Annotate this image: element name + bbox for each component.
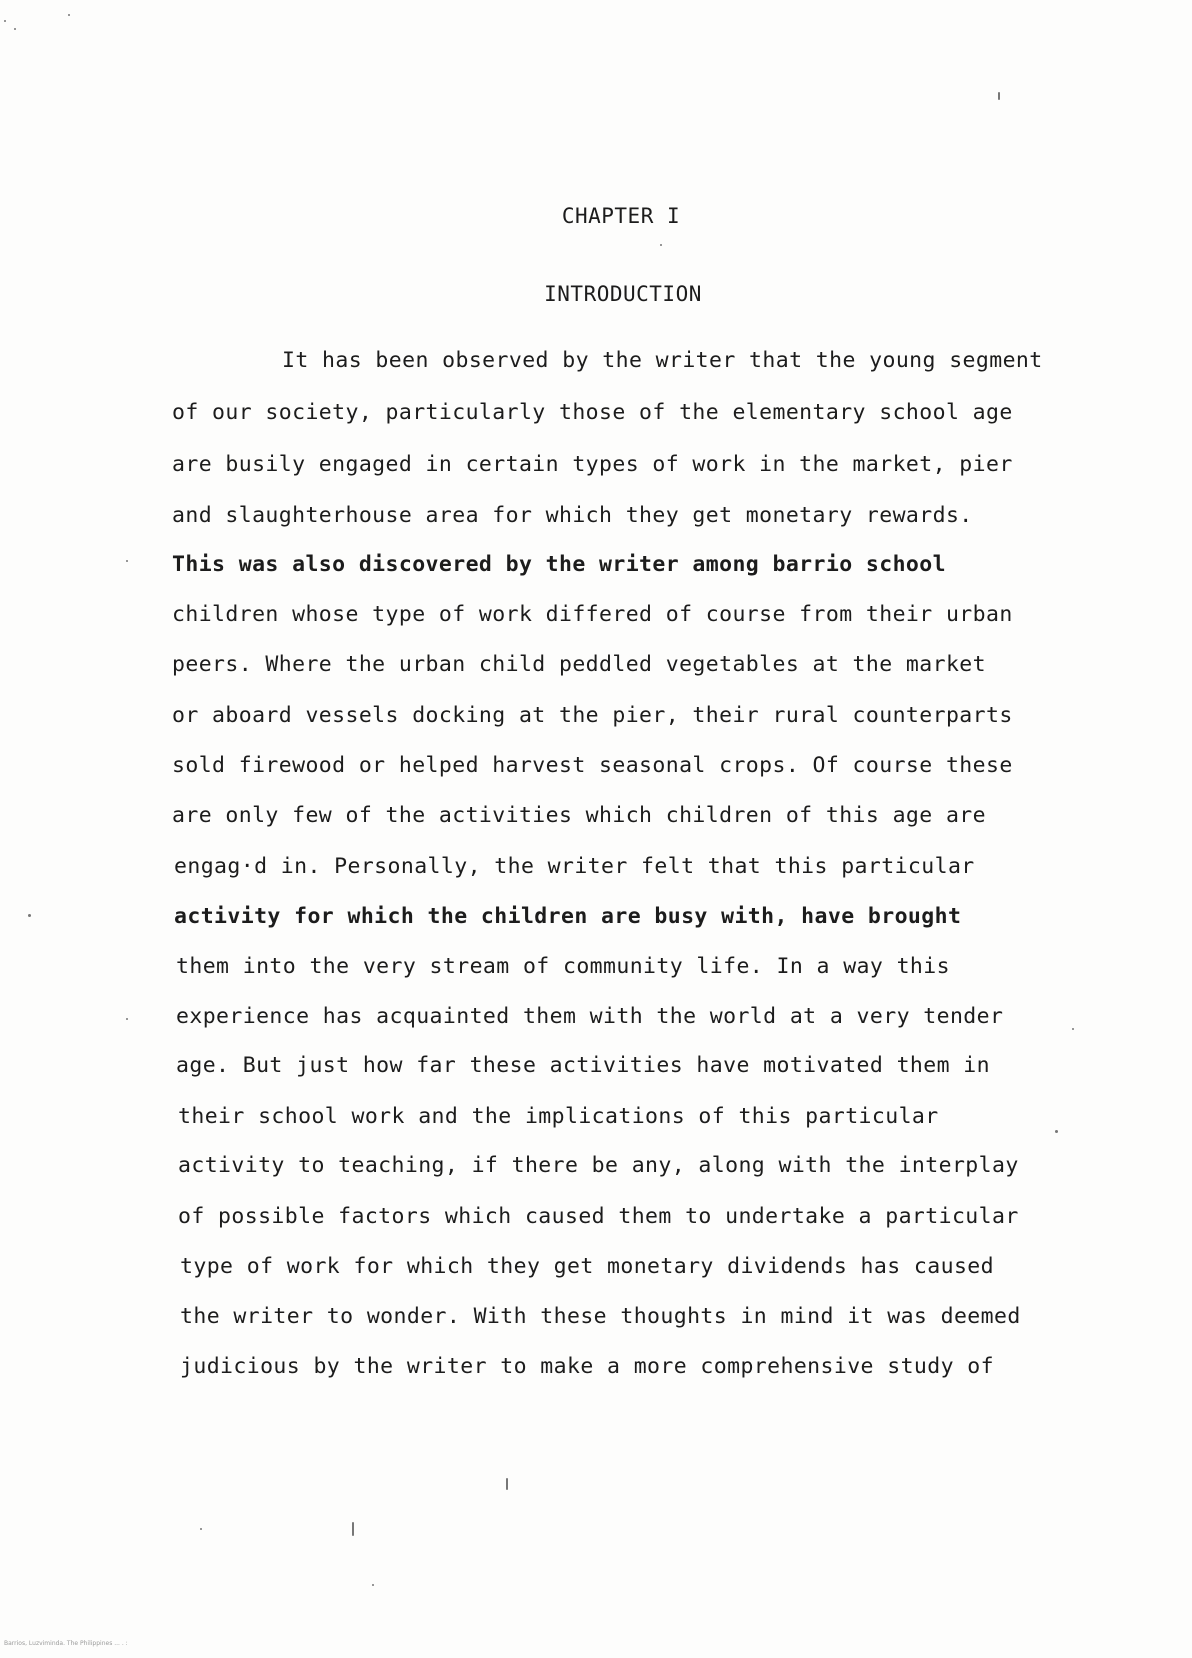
paragraph-line: sold firewood or helped harvest seasonal crops. Of course these [172, 753, 1013, 778]
scan-speck [4, 20, 6, 22]
paragraph-line: the writer to wonder. With these thoughts in mind it was deemed [180, 1304, 1021, 1329]
paragraph-line: activity to teaching, if there be any, along with the interplay [178, 1153, 1019, 1178]
paragraph-line: age. But just how far these activities have motivated them in [176, 1053, 990, 1078]
scan-speck [126, 560, 128, 562]
paragraph-line: activity for which the children are busy with, have brought [174, 904, 962, 929]
paragraph-line: and slaughterhouse area for which they get monetary rewards. [172, 503, 973, 528]
scan-speck [200, 1528, 202, 1530]
paragraph-line: judicious by the writer to make a more comprehensive study of [180, 1354, 994, 1379]
scan-speck [1072, 1028, 1074, 1030]
paragraph-line: them into the very stream of community life. In a way this [176, 954, 950, 979]
scan-speck [28, 914, 31, 917]
scan-footer-text: Barrios, Luzviminda. The Philippines ... . : [4, 1640, 128, 1647]
paragraph-line: of our society, particularly those of the elementary school age [172, 400, 1013, 425]
scan-speck [14, 28, 16, 30]
scan-speck [660, 244, 662, 246]
scan-speck [68, 14, 70, 16]
scan-speck [506, 1478, 508, 1490]
paragraph-line: peers. Where the urban child peddled vegetables at the market [172, 652, 986, 677]
paragraph-line: This was also discovered by the writer among barrio school [172, 552, 946, 577]
scan-speck [372, 1584, 374, 1586]
paragraph-line: engag·d in. Personally, the writer felt that this particular [174, 854, 975, 879]
paragraph-line: of possible factors which caused them to undertake a particular [178, 1204, 1019, 1229]
chapter-title: CHAPTER I [561, 204, 681, 228]
scan-speck [998, 92, 1000, 100]
paragraph-line: are only few of the activities which children of this age are [172, 803, 986, 828]
scan-speck [352, 1522, 354, 1536]
scan-speck [126, 1018, 128, 1020]
paragraph-line: children whose type of work differed of course from their urban [172, 602, 1013, 627]
paragraph-line: type of work for which they get monetary dividends has caused [180, 1254, 994, 1279]
paragraph-line: It has been observed by the writer that the young segment [282, 348, 1043, 373]
paragraph-line: their school work and the implications of this particular [178, 1104, 939, 1129]
section-heading: INTRODUCTION [544, 282, 702, 306]
paragraph-line: are busily engaged in certain types of work in the market, pier [172, 452, 1013, 477]
scan-speck [1055, 1130, 1058, 1133]
paragraph-line: or aboard vessels docking at the pier, their rural counterparts [172, 703, 1013, 728]
paragraph-line: experience has acquainted them with the world at a very tender [176, 1004, 1004, 1029]
